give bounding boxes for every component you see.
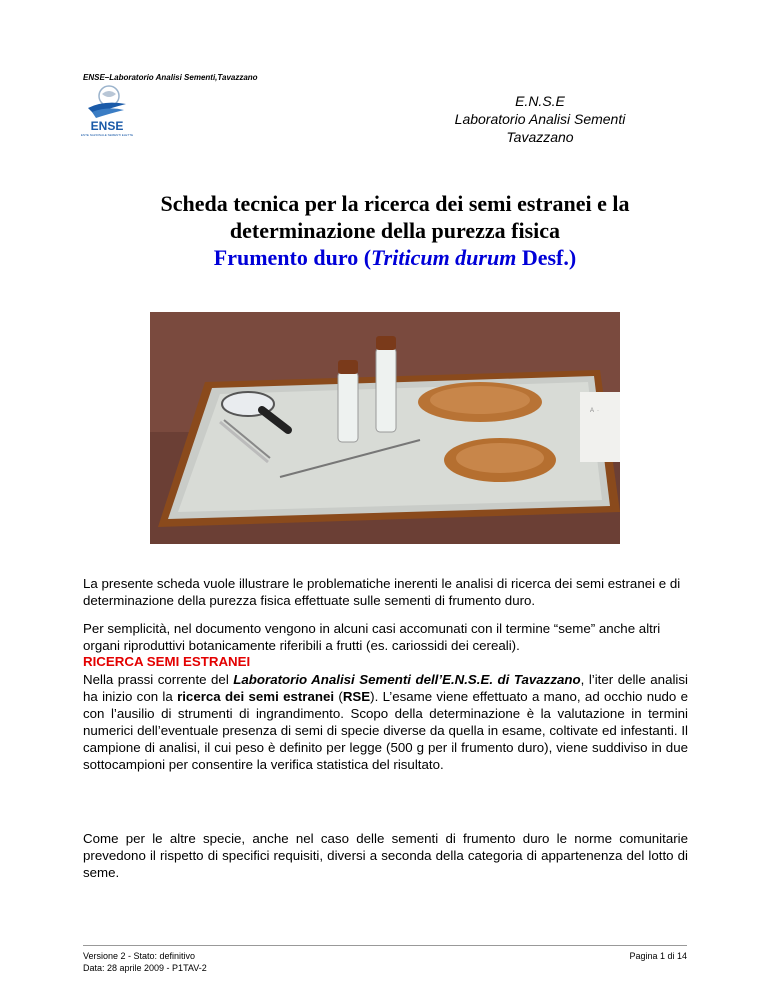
p3-text-c: , l’iter delle analisi ha inizio con la: [83, 672, 688, 704]
title-species-prefix: Frumento duro (: [213, 245, 372, 270]
p3-rse-term: ricerca dei semi estranei: [177, 689, 335, 704]
p3-rse-abbr: RSE: [342, 689, 371, 704]
p3-lab-name: Laboratorio Analisi Sementi dell’E.N.S.E. di Tavazzano: [233, 672, 581, 687]
title-line-2: determinazione della purezza fisica: [229, 218, 561, 243]
logo-subtext: ENTE NAZIONALE SEMENTI ELETTE: [80, 133, 134, 137]
footer-page-number: Pagina 1 di 14: [629, 951, 687, 961]
footer-version: Versione 2 - Stato: definitivo: [83, 951, 196, 961]
org-line-3: Tavazzano: [506, 129, 574, 145]
paragraph-norms: Come per le altre specie, anche nel caso delle sementi di frumento duro le norme comunitarie prevedono il rispetto di specifici requisiti, diversi a seconda della categoria di appartenenza del lotto di seme.: [83, 831, 688, 880]
footer-divider: [83, 945, 687, 946]
title-line-1: Scheda tecnica per la ricerca dei semi estranei e la: [160, 191, 630, 216]
section-title-rse: RICERCA SEMI ESTRANEI: [83, 654, 251, 669]
org-line-2: Laboratorio Analisi Sementi: [454, 111, 626, 127]
paragraph-seed-definition: Per semplicità, nel documento vengono in alcuni casi accomunati con il termine “seme” anche altri organi riproduttivi botanicamente riferibili a frutti (es. cariossidi dei cereali).: [83, 621, 661, 653]
svg-text:·: ·: [597, 408, 599, 414]
paragraph-rse: [83, 671, 688, 773]
logo-text: ENSE: [90, 119, 124, 133]
ense-logo: [80, 82, 134, 144]
title-species-latin: Triticum durum: [371, 245, 517, 270]
title-species-suffix: Desf.): [516, 245, 577, 270]
header-small-title: ENSE–Laboratorio Analisi Sementi,Tavazzano: [83, 73, 258, 82]
footer-date: Data: 28 aprile 2009 - P1TAV-2: [83, 963, 207, 973]
title-line-3: [60, 244, 730, 271]
organization-block: [380, 92, 700, 146]
p3-text-a: Nella prassi corrente del: [83, 672, 234, 687]
p3-text-g: ). L’esame viene effettuato a mano, ad occhio nudo e con l’ausilio di strumenti di ingrandimento. Scopo della determinazione è la valutazione in termini numerici dell’eventuale presenza di semi di specie diverse da quella in esame, coltivate ed infestanti. Il campione di analisi, il cui peso è definito per legge (500 g per il frumento duro), viene suddiviso in due sottocampioni per consentire la verifica statistica del risultato.: [83, 689, 689, 772]
paragraph-intro: La presente scheda vuole illustrare le problematiche inerenti le analisi di ricerca dei semi estranei e di determinazione della purezza fisica effettuate sulle sementi di frumento duro.: [83, 576, 681, 608]
document-title: [60, 190, 730, 271]
seed-analysis-photo: [150, 312, 620, 544]
org-line-1: E.N.S.E: [515, 93, 565, 109]
p3-text-e: (: [334, 689, 343, 704]
photo-label: A: [590, 408, 595, 414]
footer-info: [83, 950, 207, 974]
